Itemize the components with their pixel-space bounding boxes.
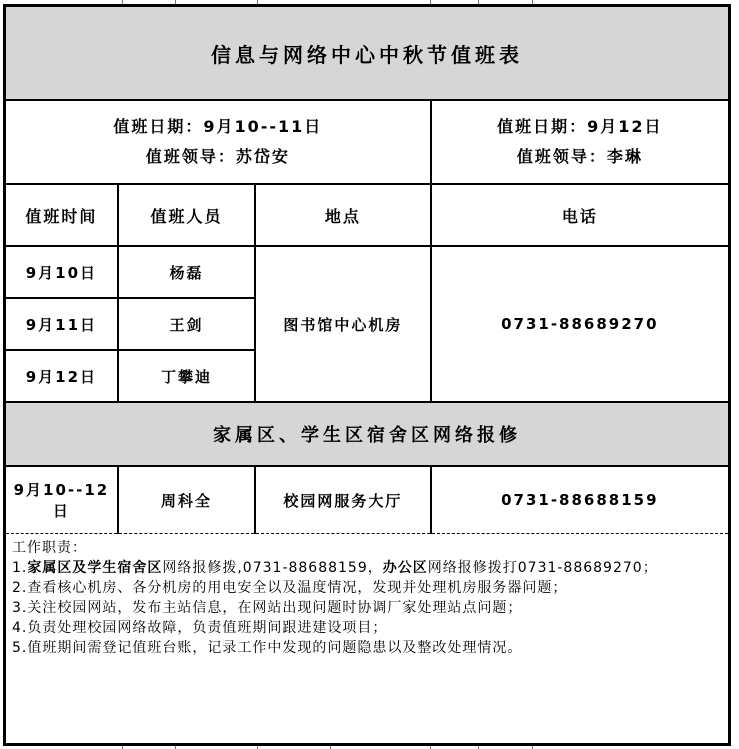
duties-item-1-bold-residential: 家属区及学生宿舍区 xyxy=(27,560,163,576)
info-cell-left xyxy=(5,100,431,184)
repair-date-cell: 9月10--12日 xyxy=(5,466,118,534)
duty-date-text: 值班日期：9月10--11日 xyxy=(113,117,323,136)
duties-row xyxy=(5,534,730,745)
col-header-phone: 电话 xyxy=(431,184,730,246)
col-header-time: 值班时间 xyxy=(5,184,118,246)
duties-item-5: 5.值班期间需登记值班台账，记录工作中发现的问题隐患以及整改处理情况。 xyxy=(12,640,523,656)
title-row xyxy=(5,6,730,101)
duties-item-3: 3.关注校园网站，发布主站信息，在网站出现问题时协调厂家处理站点问题； xyxy=(12,600,523,616)
network-repair-banner: 家属区、学生区宿舍区网络报修 xyxy=(5,402,730,466)
duty-person-cell: 王剑 xyxy=(118,298,255,350)
duties-item-1-rest: 网络报修拨打0731-88689270； xyxy=(427,560,658,576)
duty-person-cell: 杨磊 xyxy=(118,246,255,298)
repair-location-cell: 校园网服务大厅 xyxy=(255,466,430,534)
duty-date-text: 值班日期：9月12日 xyxy=(497,117,663,136)
info-cell-right xyxy=(431,100,730,184)
duty-row xyxy=(5,246,730,298)
column-header-row xyxy=(5,184,730,246)
duty-date-cell: 9月10日 xyxy=(5,246,118,298)
banner-row xyxy=(5,402,730,466)
duties-item-4: 4.负责处理校园网络故障，负责值班期间跟进建设项目； xyxy=(12,620,388,636)
duty-location-cell: 图书馆中心机房 xyxy=(255,246,430,402)
duties-item-1-bold-office: 办公区 xyxy=(382,560,428,576)
duties-item-1-mid: 网络报修拨,0731-88688159， xyxy=(162,560,383,576)
duty-leader-text: 值班领导：李琳 xyxy=(516,147,643,166)
duty-date-cell: 9月12日 xyxy=(5,350,118,402)
duty-date-cell: 9月11日 xyxy=(5,298,118,350)
duties-item-1-prefix: 1. xyxy=(12,560,28,576)
duty-schedule-table xyxy=(3,4,731,746)
duty-person-cell: 丁攀迪 xyxy=(118,350,255,402)
repair-person-cell: 周科全 xyxy=(118,466,255,534)
duty-leader-text: 值班领导：苏岱安 xyxy=(145,147,290,166)
info-row xyxy=(5,100,730,184)
duties-heading: 工作职责： xyxy=(12,540,87,556)
duties-item-1 xyxy=(12,558,722,578)
duty-phone-cell: 0731-88689270 xyxy=(431,246,730,402)
repair-phone-cell: 0731-88688159 xyxy=(431,466,730,534)
repair-row xyxy=(5,466,730,534)
col-header-person: 值班人员 xyxy=(118,184,255,246)
duties-cell xyxy=(5,534,730,745)
duties-item-2: 2.查看核心机房、各分机房的用电安全以及温度情况，发现并处理机房服务器问题； xyxy=(12,580,568,596)
table-title: 信息与网络中心中秋节值班表 xyxy=(5,6,730,101)
col-header-location: 地点 xyxy=(255,184,430,246)
